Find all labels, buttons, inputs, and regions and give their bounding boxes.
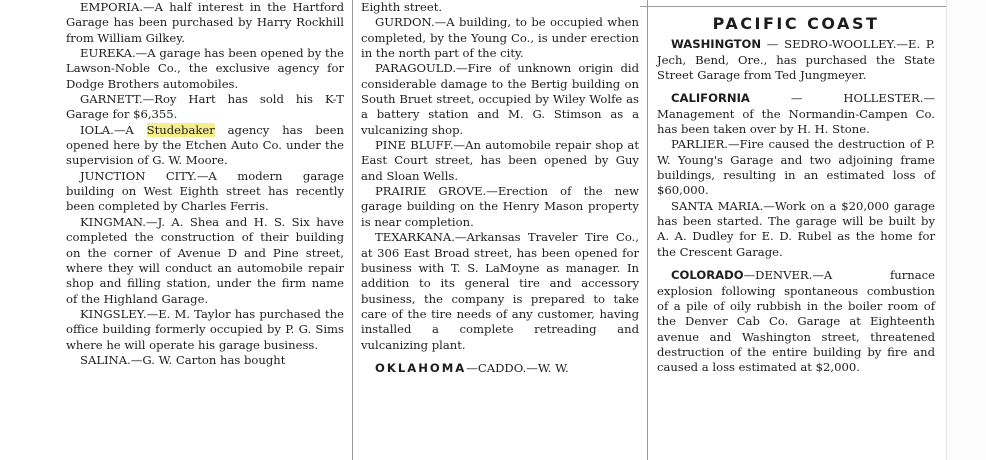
entry-eighth-street: Eighth street. — [361, 0, 443, 14]
column-1 — [66, 0, 344, 368]
highlighted-word: Studebaker — [146, 122, 215, 137]
oklahoma-heading: OKLAHOMA — [375, 360, 467, 375]
entry-parlier: PARLIER.—Fire caused the destruction of P. W. Young's Garage and two adjoining frame buildings, resulting in an estimated loss of $60,000. — [657, 137, 935, 198]
entry-prairie-grove: PRAIRIE GROVE.—Erection of the new garage building on the Henry Mason property is near completion. — [361, 184, 639, 229]
entry-iola-end: agency has been opened here by the Etchen Auto Co. under the supervision of G. W. Moore. — [66, 122, 345, 168]
entry-pine-bluff: PINE BLUFF.—An automobile repair shop at East Court street, has been opened by Guy and Sloan Wells. — [361, 138, 639, 183]
section-heading: PACIFIC COAST — [712, 14, 880, 33]
column-divider-right — [647, 0, 648, 460]
entry-california-text: — HOLLESTER.—Management of the Normandin-Campen Co. has been taken over by H. H. Stone. — [657, 91, 935, 137]
spacer — [361, 353, 639, 361]
entry-junction-city: JUNCTION CITY.—A modern garage building on West Eighth street has recently been completed by Charles Ferris. — [66, 168, 344, 214]
entry-iola — [66, 123, 344, 169]
spacer — [657, 260, 935, 268]
state-washington: WASHINGTON — [671, 37, 762, 52]
entry-eureka: EUREKA.—A garage has been opened by the Lawson-Noble Co., the exclusive agency for Dodge Brothers automobiles. — [66, 46, 344, 91]
column-2 — [361, 0, 639, 376]
column-divider-left — [352, 0, 353, 460]
entry-caddo: —CADDO.—W. W. — [466, 360, 569, 375]
entry-california — [657, 91, 935, 137]
column-3 — [657, 0, 935, 376]
entry-santa-maria: SANTA MARIA.—Work on a $20,000 garage has been started. The garage will be built by A. A. Dudley for E. D. Rubel as the home for the Crescent Garage. — [657, 198, 935, 259]
entry-kingsley: KINGSLEY.—E. M. Taylor has purchased the office building formerly occupied by P. G. Sims where he will operate his garage business. — [66, 306, 344, 352]
entry-garnett: GARNETT.—Roy Hart has sold his K-T Garage for $6,355. — [66, 92, 344, 122]
entry-iola-start: IOLA.—A — [80, 122, 147, 137]
entry-washington — [657, 37, 935, 83]
entry-oklahoma — [361, 361, 639, 376]
spacer — [657, 83, 935, 91]
entry-colorado-text: —DENVER.—A furnace explosion following spontaneous combustion of a pile of oily rubbish in the boiler room of the Denver Cab Co. Garage at Eighteenth avenue and Washington street, threatened destruction of the entire building by fire and caused a loss estimated at $2,000. — [657, 268, 935, 375]
state-california: CALIFORNIA — [671, 91, 750, 106]
entry-gurdon: GURDON.—A building, to be occupied when completed, by the Young Co., is under erection in the north part of the city. — [361, 15, 639, 61]
entry-salina: SALINA.—G. W. Carton has bought — [80, 352, 286, 367]
entry-washington-text: — SEDRO-WOOLLEY.—E. P. Jech, Bend, Ore., has purchased the State Street Garage from Ted Jungmeyer. — [657, 37, 935, 83]
entry-paragould: PARAGOULD.—Fire of unknown origin did considerable damage to the Bertig building on South Bruet street, occupied by Wiley Wolfe as a battery station and M. G. Stimson as a vulcanizing shop. — [361, 61, 639, 137]
entry-texarkana: TEXARKANA.—Arkansas Traveler Tire Co., at 306 East Broad street, has been opened for business with T. S. LaMoyne as manager. In addition to its general tire and accessory business, the company is prepared to take care of the tire needs of any customer, having installed a complete retreading and vulcanizing plant. — [361, 230, 639, 352]
entry-emporia: EMPORIA.—A half interest in the Hartford Garage has been purchased by Harry Rockhill from William Gilkey. — [66, 0, 344, 45]
state-colorado: COLORADO — [671, 268, 744, 283]
entry-colorado — [657, 268, 935, 375]
page-edge — [946, 0, 986, 460]
entry-kingman: KINGMAN.—J. A. Shea and H. S. Six have completed the construction of their building on the corner of Avenue D and Pine street, where they will conduct an automobile repair shop and filling station, under the firm name of the Highland Garage. — [66, 214, 344, 306]
